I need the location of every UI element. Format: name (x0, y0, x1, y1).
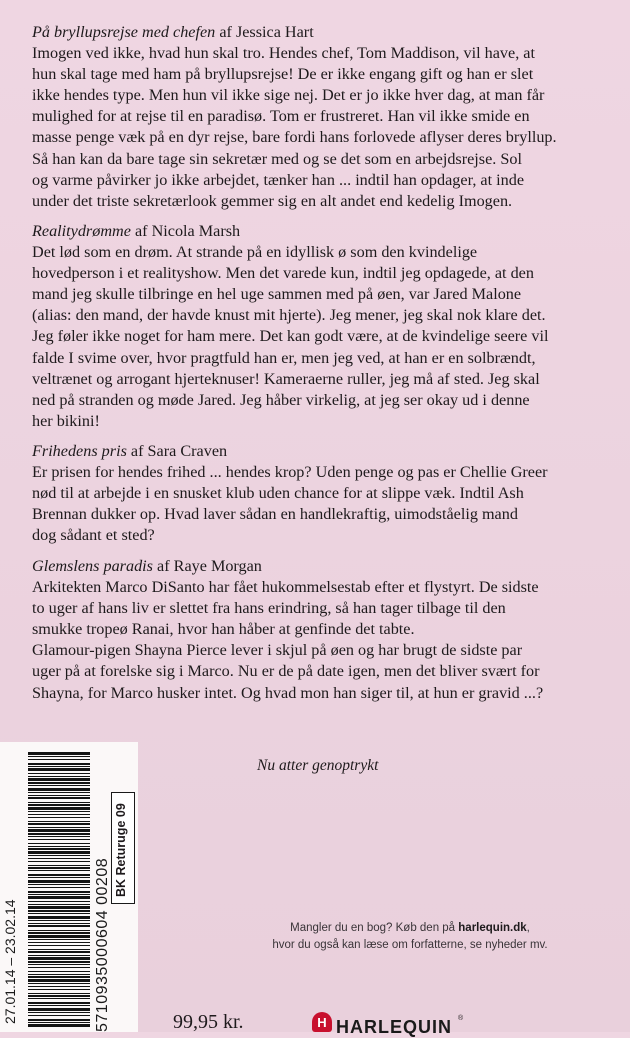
story-author: Nicola Marsh (151, 222, 241, 240)
barcode-bar (28, 896, 90, 899)
barcode-bar (28, 1008, 90, 1011)
barcode-bar (28, 949, 90, 950)
blurb-line: og varme påvirker jo ikke arbejdet, tænker han ... indtil han opdager, at inde (32, 170, 525, 189)
barcode-bar (28, 955, 90, 956)
barcode-bar (28, 766, 90, 767)
barcode-bar (28, 768, 90, 771)
promo-line-1 (230, 920, 590, 937)
blurb-line: Glamour-pigen Shayna Pierce lever i skjul på øen og har brugt de sidste par (32, 641, 523, 660)
story-heading (32, 22, 618, 43)
barcode-bar (28, 967, 90, 968)
barcode-bar (28, 814, 90, 815)
story-author: Jessica Hart (235, 23, 314, 41)
barcode-bar (28, 971, 90, 972)
story-heading (32, 441, 618, 462)
story-glemslens-paradis (32, 556, 618, 704)
barcode-bar (28, 1015, 90, 1016)
barcode-bar (28, 976, 90, 978)
barcode-bar (28, 995, 90, 997)
barcode-bar (28, 1012, 90, 1013)
story-author-prefix: af (130, 222, 152, 240)
blurb-line: nød til at arbejde i en snusket klub uden chance for at slippe væk. Indtil Ash (32, 484, 524, 503)
barcode-bar (28, 827, 90, 828)
story-title: Glemslens paradis (32, 557, 153, 575)
barcode-bar (28, 1022, 90, 1023)
barcode-bar (28, 906, 90, 909)
barcode-digits: 5710935000604 00208 (94, 857, 111, 1032)
story-pa-bryllupsrejse (32, 22, 618, 212)
story-blurb (32, 462, 618, 546)
barcode-bar (28, 942, 90, 943)
barcode-bar (28, 795, 90, 796)
barcode-bar (28, 932, 90, 934)
barcode-bar (28, 1002, 90, 1004)
barcode-bar (28, 979, 90, 982)
return-week-label: BK Returuge 09 (114, 803, 128, 897)
barcode-bar (28, 998, 90, 999)
barcode-bar (28, 867, 90, 869)
barcode-bar (28, 797, 90, 799)
barcode-bar (28, 870, 90, 871)
barcode-bar (28, 752, 90, 755)
barcode-bar (28, 1024, 90, 1027)
barcode-bar (28, 763, 90, 765)
barcode-bar (28, 792, 90, 793)
barcode-dates: 27.01.14 – 23.02.14 (2, 899, 18, 1024)
promo-suffix: , (526, 922, 530, 934)
barcode-bar (28, 930, 90, 931)
publisher-name: HARLEQUIN (336, 1017, 452, 1037)
story-realitydromme (32, 221, 618, 432)
barcode-bar (28, 855, 90, 856)
barcode-bar (28, 957, 90, 960)
story-blurb (32, 577, 618, 704)
story-author: Raye Morgan (173, 557, 262, 575)
barcode-bar (28, 851, 90, 854)
reprint-note: Nu atter genoptrykt (257, 757, 379, 774)
barcode-bar (28, 759, 90, 760)
barcode-bar (28, 913, 90, 914)
blurb-line: dog sådant et sted? (32, 526, 155, 545)
barcode-bar (28, 935, 90, 938)
barcode-bar (28, 833, 90, 835)
story-heading (32, 221, 618, 242)
promo-prefix: Mangler du en bog? Køb den på (290, 922, 459, 934)
story-heading (32, 556, 618, 577)
barcode-bar (28, 848, 90, 850)
blurb-line: mand jeg skulle tilbringe en hel uge sammen med på øen, var Jared Malone (32, 285, 522, 304)
barcode-bar (28, 887, 90, 888)
barcode-bar (28, 829, 90, 832)
harlequin-mark-icon: H (312, 1012, 332, 1032)
barcode-bar (28, 916, 90, 919)
blurb-line: Imogen ved ikke, hvad hun skal tro. Hendes chef, Tom Maddison, vil have, at (32, 44, 535, 63)
barcode-bar (28, 989, 90, 990)
barcode-bar (28, 951, 90, 953)
blurb-line: falde I svime over, hvor pragtfuld han er, men jeg ved, at han er en solbrændt, (32, 348, 536, 367)
barcode-bar (28, 858, 90, 859)
barcode-bar (28, 939, 90, 940)
barcode-bar (28, 910, 90, 912)
story-title: Realitydrømme (32, 222, 131, 240)
blurb-line: Jeg føler ikke noget for ham mere. Det kan godt være, at de kvindelige seere vil (32, 327, 549, 346)
barcode-bar (28, 891, 90, 893)
blurb-line: Arkitekten Marco DiSanto har fået hukommelsestab efter et flystyrt. De sidste (32, 578, 539, 597)
barcode-bar (28, 807, 90, 810)
barcode-bar (28, 821, 90, 822)
blurb-line: (alias: den mand, der havde knust mit hjerte). Jeg mener, jeg skal nok klare det. (32, 306, 546, 325)
barcode-bar (28, 785, 90, 786)
story-title: Frihedens pris (32, 442, 127, 460)
barcode-bar (28, 802, 90, 803)
blurb-line: ikke hendes type. Men hun vil ikke sige nej. Det er jo ikke hver dag, at man får (32, 86, 545, 105)
blurb-line: Brennan dukker op. Hvad laver sådan en handlekraftig, uimodståelig mand (32, 505, 518, 524)
barcode-bar (28, 773, 90, 774)
barcode-bar (28, 925, 90, 927)
blurb-line: uger på at forelske sig i Marco. Nu er de på date igen, men det bliver svært for (32, 662, 540, 681)
barcode-bar (28, 836, 90, 837)
barcode-bar (28, 894, 90, 895)
barcode-bar (28, 846, 90, 847)
barcode-bar (28, 974, 90, 975)
promo-text (230, 920, 590, 954)
blurb-line: hovedperson i et realityshow. Men det varede kun, indtil jeg opdagede, at den (32, 264, 534, 283)
barcode-bar (28, 782, 90, 784)
barcode-bar (28, 788, 90, 791)
blurb-line: under det triste sekretærlook gemmer sig en alt andet end kedelig Imogen. (32, 191, 513, 210)
blurb-line: mulighed for at rejse til en paradisø. Tom er frustreret. Han vil ikke smide en (32, 107, 530, 126)
barcode-bar (28, 884, 90, 885)
blurb-line: Er prisen for hendes frihed ... hendes krop? Uden penge og pas er Chellie Greer (32, 463, 548, 482)
promo-line-2: hvor du også kan læse om forfatterne, se nyheder mv. (272, 939, 548, 951)
blurb-line: veltrænet og arrogant hjerteknuser! Kameraerne ruller, jeg må af sted. Jeg skal (32, 369, 540, 388)
barcode-bar (28, 923, 90, 924)
barcode-bar (28, 920, 90, 921)
promo-link[interactable]: harlequin.dk (458, 922, 527, 934)
barcode-bar (28, 901, 90, 902)
trademark: ® (458, 1015, 464, 1022)
blurb-line: to uger af hans liv er slettet fra hans erindring, så han tager tilbage til den (32, 599, 506, 618)
blurb-line: smukke tropeø Ranai, hvor han håber at genfinde det tabte. (32, 620, 415, 639)
barcode-bar (28, 778, 90, 781)
story-author: Sara Craven (147, 442, 228, 460)
barcode-bar (28, 811, 90, 812)
blurb-line: ned på stranden og møde Jared. Jeg håber virkelig, at jeg ser okay ud i denne (32, 390, 530, 409)
barcode-bar (28, 983, 90, 984)
story-author-prefix: af (152, 557, 174, 575)
barcode-bar (28, 865, 90, 866)
blurb-line: her bikini! (32, 411, 100, 430)
price: 99,95 kr. (173, 1011, 244, 1033)
barcode-bar (28, 877, 90, 878)
barcode-bar (28, 817, 90, 818)
blurb-line: Så han kan da bare tage sin sekretær med og se det som en arbejdsrejse. Sol (32, 149, 522, 168)
barcode-bar (28, 756, 90, 757)
blurb-line: Shayna, for Marco husker intet. Og hvad mon han siger til, at hun er gravid ...? (32, 683, 544, 702)
story-blurb (32, 242, 618, 432)
barcode-bar (28, 843, 90, 844)
barcode-bar (28, 945, 90, 946)
barcode-bar (28, 986, 90, 987)
story-author-prefix: af (126, 442, 148, 460)
barcode-bar (28, 1005, 90, 1006)
barcode-bar (28, 839, 90, 840)
barcode-bar (28, 874, 90, 876)
barcode-bar (28, 823, 90, 825)
barcode-bar (28, 880, 90, 883)
blurb-line: masse penge væk på en dyr rejse, bare fordi hans forlovede aflyser deres bryllup. (32, 128, 557, 147)
barcode-bar (28, 861, 90, 862)
story-title: På bryllupsrejse med chefen (32, 23, 216, 41)
barcode-graphic (28, 748, 94, 1032)
barcode-bar (28, 993, 90, 994)
blurb-line: Det lød som en drøm. At strande på en idyllisk ø som den kvindelige (32, 243, 478, 262)
barcode-bar (28, 904, 90, 905)
barcode-bar (28, 1019, 90, 1021)
story-author-prefix: af (215, 23, 236, 41)
barcode-bar (28, 804, 90, 806)
story-blurb (32, 43, 618, 212)
barcode-bar (28, 964, 90, 965)
story-frihedens-pris (32, 441, 618, 546)
barcode-bar (28, 961, 90, 963)
barcode-bar (28, 776, 90, 777)
blurb-line: hun skal tage med ham på bryllupsrejse! De er ikke engang gift og han er slet (32, 65, 534, 84)
